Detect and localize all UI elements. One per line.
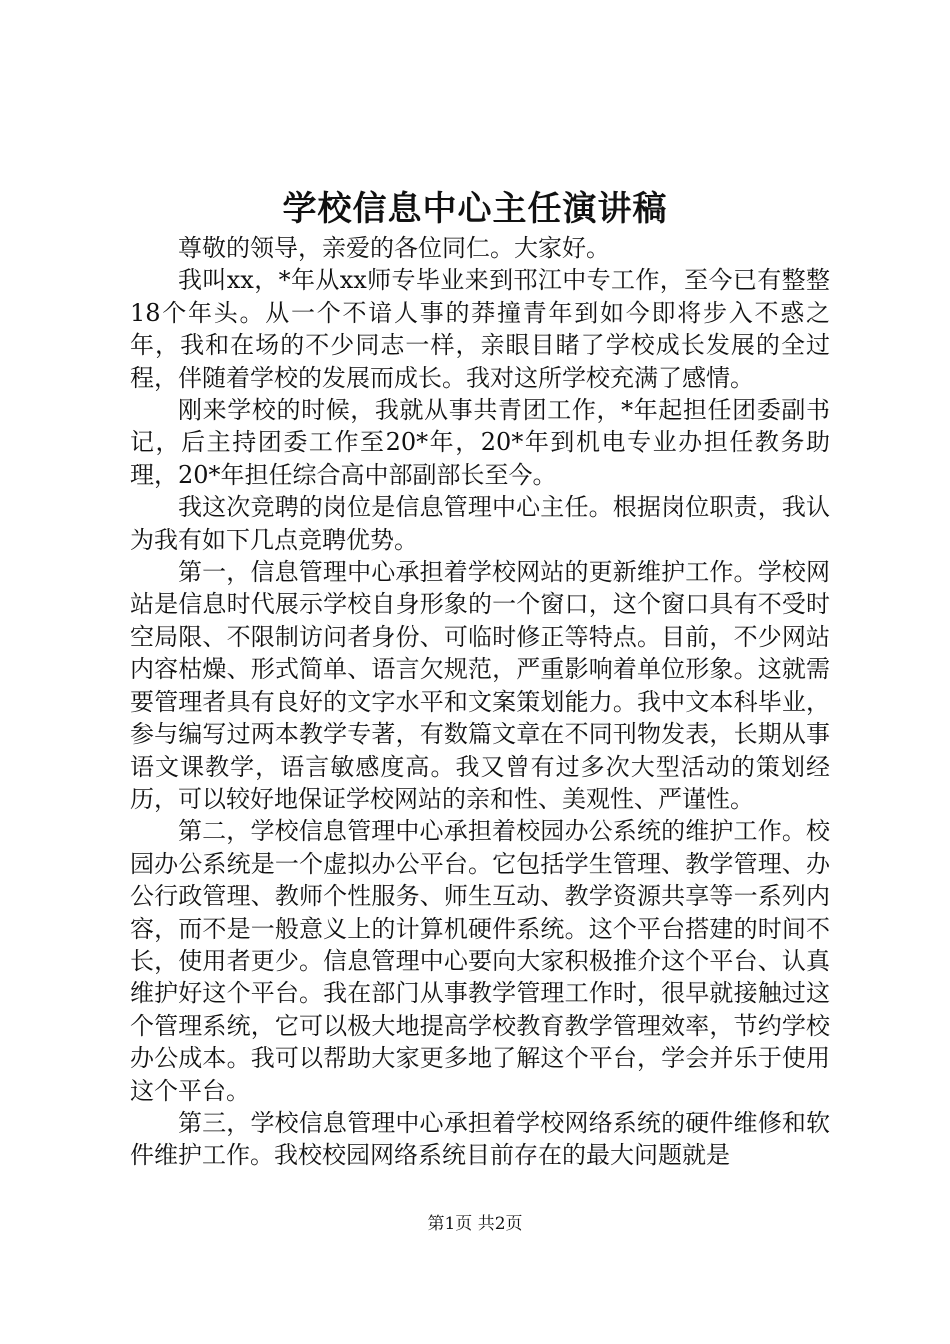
paragraph-work-history: 刚来学校的时候，我就从事共青团工作，*年起担任团委副书记，后主持团委工作至20*年，20*年到机电专业办担任教务助理，20*年担任综合高中部副部长至今。	[130, 396, 830, 489]
document-body	[130, 232, 830, 1172]
document-title: 学校信息中心主任演讲稿	[282, 189, 668, 229]
paragraph-position: 我这次竞聘的岗位是信息管理中心主任。根据岗位职责，我认为我有如下几点竞聘优势。	[130, 493, 830, 554]
paragraph-greeting: 尊敬的领导，亲爱的各位同仁。大家好。	[178, 234, 610, 262]
paragraph-point-three: 第三，学校信息管理中心承担着学校网络系统的硬件维修和软件维护工作。我校校园网络系统目前存在的最大问题就是	[130, 1108, 830, 1170]
page-number-footer: 第1页 共2页	[427, 1214, 523, 1234]
paragraph-introduction: 我叫xx，*年从xx师专毕业来到邗江中专工作，至今已有整整18个年头。从一个不谙人事的莽撞青年到如今即将步入不惑之年，我和在场的不少同志一样，亲眼目睹了学校成长发展的全过程，伴随着学校的发展而成长。我对这所学校充满了感情。	[130, 266, 830, 392]
paragraph-point-one: 第一，信息管理中心承担着学校网站的更新维护工作。学校网站是信息时代展示学校自身形象的一个窗口，这个窗口具有不受时空局限、不限制访问者身份、可临时修正等特点。目前，不少网站内容枯燥、形式简单、语言欠规范，严重影响着单位形象。这就需要管理者具有良好的文字水平和文案策划能力。我中文本科毕业，参与编写过两本教学专著，有数篇文章在不同刊物发表，长期从事语文课教学，语言敏感度高。我又曾有过多次大型活动的策划经历，可以较好地保证学校网站的亲和性、美观性、严谨性。	[130, 558, 830, 813]
paragraph-point-two: 第二，学校信息管理中心承担着校园办公系统的维护工作。校园办公系统是一个虚拟办公平台。它包括学生管理、教学管理、办公行政管理、教师个性服务、师生互动、教学资源共享等一系列内容，而不是一般意义上的计算机硬件系统。这个平台搭建的时间不长，使用者更少。信息管理中心要向大家积极推介这个平台、认真维护好这个平台。我在部门从事教学管理工作时，很早就接触过这个管理系统，它可以极大地提高学校教育教学管理效率，节约学校办公成本。我可以帮助大家更多地了解这个平台，学会并乐于使用这个平台。	[130, 817, 830, 1105]
